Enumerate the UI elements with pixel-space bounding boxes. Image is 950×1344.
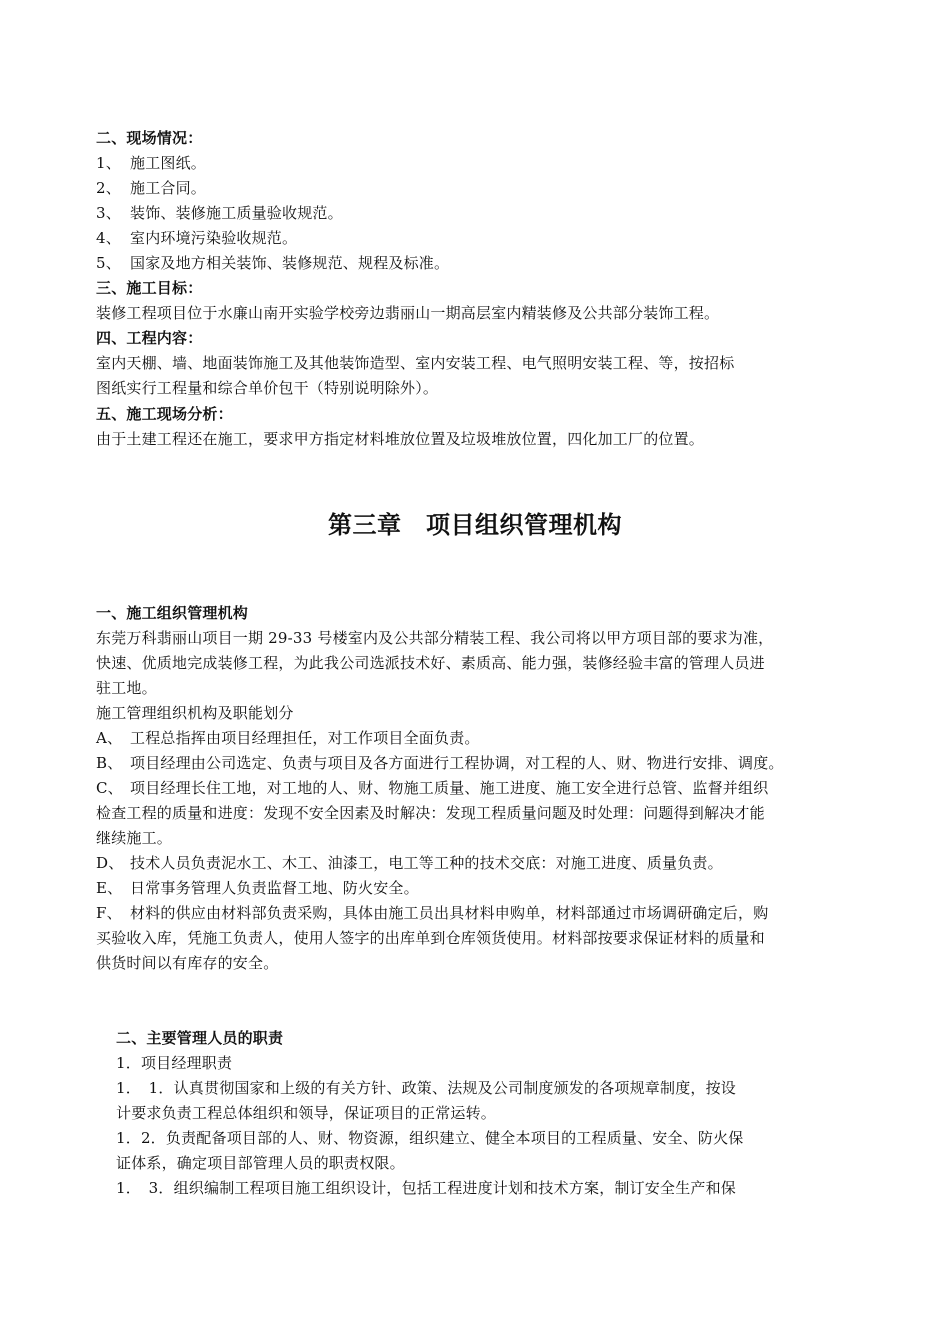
list-text: 装饰、装修施工质量验收规范。 [130,204,343,222]
list-text: 材料的供应由材料部负责采购，具体由施工员出具材料申购单，材料部通过市场调研确定后，购 [130,904,769,922]
list-text: 室内环境污染验收规范。 [130,229,298,247]
paragraph-line: 继续施工。 [96,829,173,847]
list-text: 施工合同。 [130,179,207,197]
section-heading-organization: 一、施工组织管理机构 [96,604,249,622]
list-text: 工程总指挥由项目经理担任，对工作项目全面负责。 [130,729,480,747]
list-item [96,228,297,248]
list-item [96,728,480,748]
list-letter: F、 [96,904,122,922]
list-number: 4、 [96,229,121,247]
list-text: 施工图纸。 [130,154,207,172]
paragraph-line: 图纸实行工程量和综合单价包干（特别说明除外）。 [96,379,439,397]
paragraph-line: 1． 1．认真贯彻国家和上级的有关方针、政策、法规及公司制度颁发的各项规章制度，按设 [116,1079,736,1097]
paragraph-line: 1．2．负责配备项目部的人、财、物资源，组织建立、健全本项目的工程质量、安全、防火保 [116,1129,744,1147]
list-letter: B、 [96,754,123,772]
section-heading-site-analysis: 五、施工现场分析： [96,405,233,423]
list-number: 2、 [96,179,121,197]
paragraph-line: 快速、优质地完成装修工程，为此我公司选派技术好、素质高、能力强，装修经验丰富的管理人员进 [96,654,765,672]
list-item [96,253,449,273]
list-letter: C、 [96,779,123,797]
chapter-title: 第三章 项目组织管理机构 [328,511,622,539]
section-heading-goals: 三、施工目标： [96,279,203,297]
list-item [96,778,768,798]
list-text: 项目经理由公司选定、负责与项目及各方面进行工程协调，对工程的人、财、物进行安排、调度。 [130,754,784,772]
list-item [96,878,419,898]
paragraph-line: 驻工地。 [96,679,157,697]
section-heading-staff-duties: 二、主要管理人员的职责 [116,1029,284,1047]
list-text: 日常事务管理人负责监督工地、防火安全。 [130,879,419,897]
subtitle: 施工管理组织机构及职能划分 [96,704,294,722]
list-item [96,203,343,223]
paragraph-line: 买验收入库，凭施工负责人，使用人签字的出库单到仓库领货使用。材料部按要求保证材料的质量和 [96,929,765,947]
section-heading-site-conditions: 二、现场情况： [96,129,203,147]
list-letter: D、 [96,854,124,872]
list-letter: A、 [96,729,123,747]
list-item [96,153,206,173]
list-text: 技术人员负责泥水工、木工、油漆工，电工等工种的技术交底：对施工进度、质量负责。 [130,854,723,872]
list-number: 5、 [96,254,121,272]
list-item [96,903,768,923]
paragraph-line: 东莞万科翡丽山项目一期 29-33 号楼室内及公共部分精装工程、我公司将以甲方项目部的要求为准， [96,629,774,647]
subtitle: 1．项目经理职责 [116,1054,233,1072]
section-heading-scope: 四、工程内容： [96,329,203,347]
list-letter: E、 [96,879,123,897]
list-item [96,853,723,873]
paragraph-line: 计要求负责工程总体组织和领导，保证项目的正常运转。 [116,1104,497,1122]
list-number: 1、 [96,154,121,172]
paragraph-line: 由于土建工程还在施工，要求甲方指定材料堆放位置及垃圾堆放位置，四化加工厂的位置。 [96,430,705,448]
paragraph-line: 证体系，确定项目部管理人员的职责权限。 [116,1154,405,1172]
list-text: 项目经理长住工地，对工地的人、财、物施工质量、施工进度、施工安全进行总管、监督并组织 [130,779,769,797]
list-text: 国家及地方相关装饰、装修规范、规程及标准。 [130,254,450,272]
paragraph-line: 1． 3．组织编制工程项目施工组织设计，包括工程进度计划和技术方案，制订安全生产和保 [116,1179,736,1197]
list-item [96,753,784,773]
list-item [96,178,206,198]
paragraph-line: 供货时间以有库存的安全。 [96,954,279,972]
paragraph-line: 装修工程项目位于水廉山南开实验学校旁边翡丽山一期高层室内精装修及公共部分装饰工程。 [96,304,720,322]
paragraph-line: 检查工程的质量和进度：发现不安全因素及时解决：发现工程质量问题及时处理：问题得到解决才能 [96,804,765,822]
list-number: 3、 [96,204,121,222]
paragraph-line: 室内天棚、墙、地面装饰施工及其他装饰造型、室内安装工程、电气照明安装工程、等，按招标 [96,354,735,372]
